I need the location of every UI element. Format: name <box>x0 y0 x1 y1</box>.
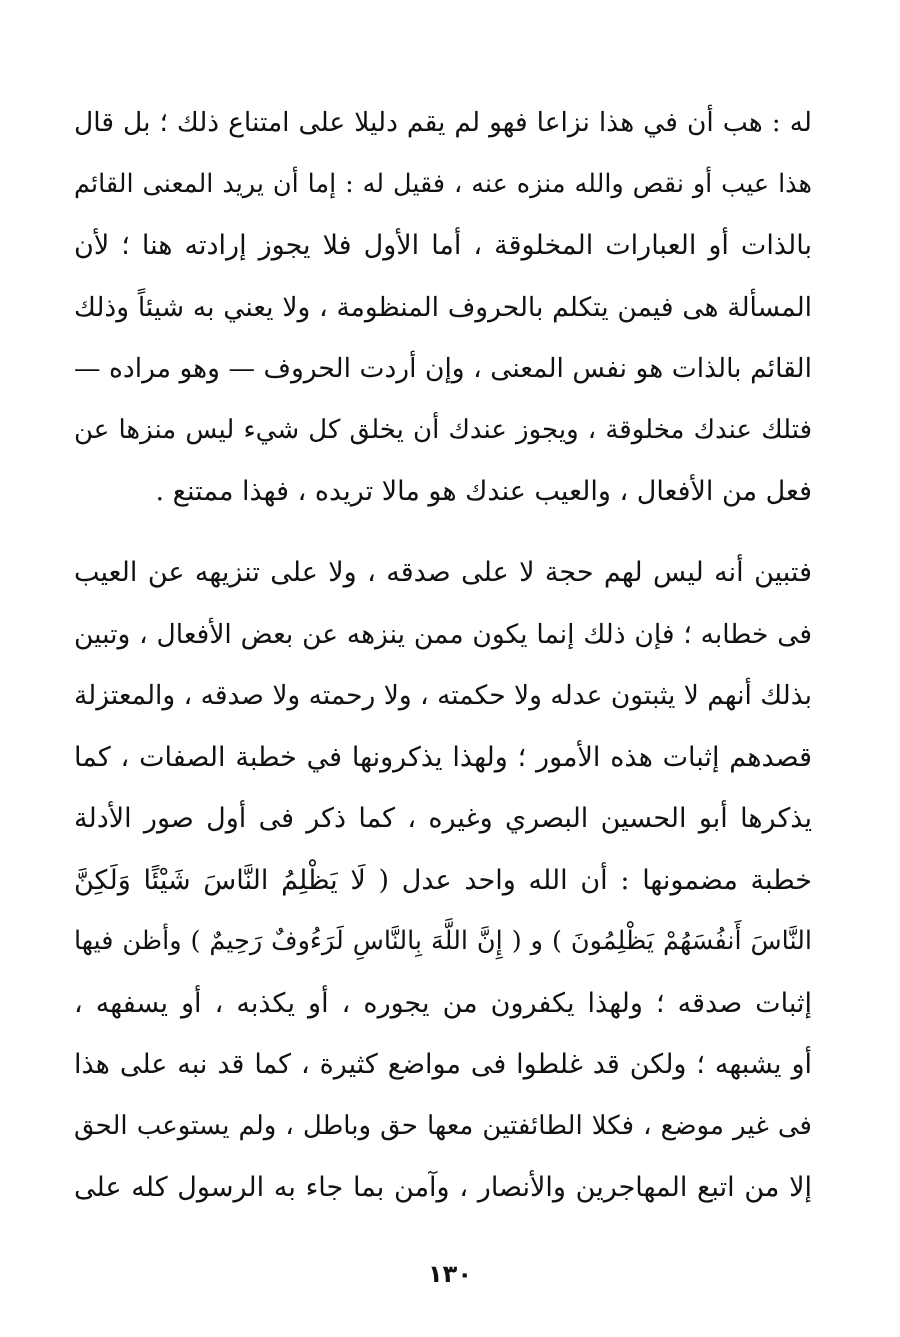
text-line: بالذات أو العبارات المخلوقة ، أما الأول فلا يجوز إرادته هنا ؛ لأن <box>74 230 812 261</box>
paragraph-2 <box>74 542 812 1219</box>
text-line: فعل من الأفعال ، والعيب عندك هو مالا تريده ، فهذا ممتنع . <box>155 476 812 507</box>
text-line: المسألة هى فيمن يتكلم بالحروف المنظومة ، ولا يعني به شيئاً وذلك <box>74 291 812 323</box>
text-line: له : هب أن في هذا نزاعا فهو لم يقم دليلا على امتناع ذلك ؛ بل قال <box>74 107 812 138</box>
text-line: إثبات صدقه ؛ ولهذا يكفرون من يجوره ، أو يكذبه ، أو يسفهه ، <box>74 987 812 1019</box>
text-line: قصدهم إثبات هذه الأمور ؛ ولهذا يذكرونها في خطبة الصفات ، كما <box>74 741 812 773</box>
text-line: فتبين أنه ليس لهم حجة لا على صدقه ، ولا على تنزيهه عن العيب <box>74 557 812 588</box>
text-line: النَّاسَ أَنفُسَهُمْ يَظْلِمُونَ ) و ( إِنَّ اللَّهَ بِالنَّاسِ لَرَءُوفٌ رَحِيمٌ ) وأظن فيها <box>74 926 812 956</box>
text-line: القائم بالذات هو نفس المعنى ، وإن أردت الحروف — وهو مراده — <box>74 353 812 384</box>
text-line: خطبة مضمونها : أن الله واحد عدل ( لَا يَظْلِمُ النَّاسَ شَيْئًا وَلَكِنَّ <box>74 864 812 896</box>
text-line: أو يشبهه ؛ ولكن قد غلطوا فى مواضع كثيرة ، كما قد نبه على هذا <box>74 1049 812 1080</box>
text-line: فى خطابه ؛ فإن ذلك إنما يكون ممن ينزهه عن بعض الأفعال ، وتبين <box>74 618 812 650</box>
text-line: هذا عيب أو نقص والله منزه عنه ، فقيل له : إما أن يريد المعنى القائم <box>74 168 812 199</box>
text-line: يذكرها أبو الحسين البصري وغيره ، كما ذكر فى أول صور الأدلة <box>74 803 812 834</box>
page-number: ١٣٠ <box>428 1260 472 1288</box>
text-line: فتلك عندك مخلوقة ، ويجوز عندك أن يخلق كل شيء ليس منزها عن <box>74 414 812 445</box>
text-line: فى غير موضع ، فكلا الطائفتين معها حق وباطل ، ولم يستوعب الحق <box>74 1110 812 1141</box>
paragraph-1 <box>74 92 812 523</box>
text-line: إلا من اتبع المهاجرين والأنصار ، وآمن بما جاء به الرسول كله على <box>74 1172 812 1203</box>
text-line: بذلك أنهم لا يثبتون عدله ولا حكمته ، ولا رحمته ولا صدقه ، والمعتزلة <box>74 680 812 711</box>
